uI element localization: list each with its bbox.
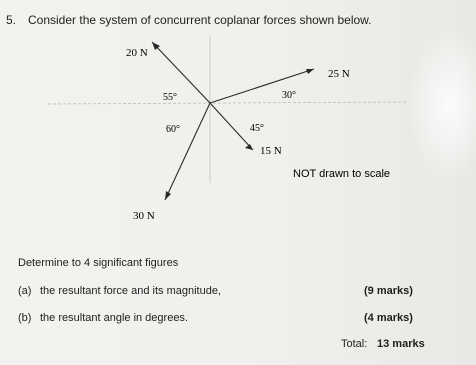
not-to-scale-note: NOT drawn to scale — [293, 168, 391, 180]
force-line-20n — [152, 42, 210, 103]
force-label-30n: 30 N — [133, 210, 155, 222]
part-a-text: the resultant force and its magnitude, — [40, 285, 221, 297]
part-a-marks: (9 marks) — [364, 285, 413, 297]
question-text: Consider the system of concurrent coplanar forces shown below. — [28, 13, 372, 27]
part-b-text: the resultant angle in degrees. — [40, 312, 188, 324]
part-a-label: (a) — [18, 285, 32, 297]
part-b-marks: (4 marks) — [364, 312, 413, 324]
force-label-25n: 25 N — [328, 68, 350, 80]
force-line-30n — [165, 103, 210, 200]
question-number: 5. — [6, 13, 17, 27]
angle-label-lower-left: 60° — [166, 124, 180, 135]
total-marks: 13 marks — [377, 338, 425, 350]
part-b-label: (b) — [18, 312, 32, 324]
angle-label-upper-right: 30° — [282, 90, 296, 101]
force-line-15n — [210, 103, 253, 150]
arrowhead-15n — [245, 144, 253, 150]
force-label-20n: 20 N — [126, 47, 148, 59]
total-label: Total: — [341, 338, 368, 350]
arrowhead-30n — [165, 191, 171, 200]
force-line-25n — [210, 69, 314, 103]
angle-label-upper-left: 55° — [163, 92, 177, 103]
force-label-15n: 15 N — [260, 145, 282, 157]
horizontal-axis — [48, 102, 406, 104]
angle-label-lower-right: 45° — [250, 123, 264, 134]
instructions-text: Determine to 4 significant figures — [18, 257, 179, 269]
arrowhead-25n — [306, 69, 314, 74]
